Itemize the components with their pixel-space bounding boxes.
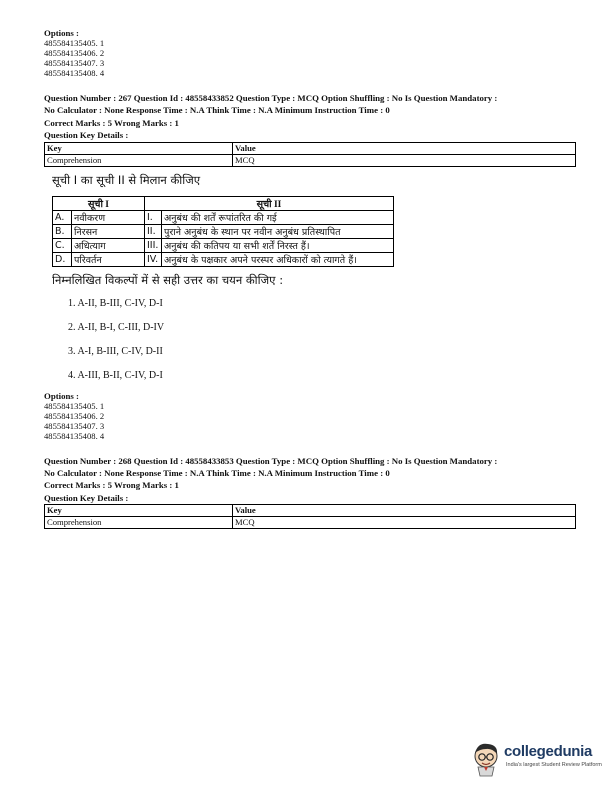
question-header-line2: No Calculator : None Response Time : N.A Think Time : N.A Minimum Instruction Time : 0 bbox=[44, 105, 390, 116]
question-268 bbox=[44, 455, 579, 530]
choose-instruction: निम्नलिखित विकल्पों में से सही उत्तर का चयन कीजिए : bbox=[52, 272, 284, 287]
list2-item: अनुबंध की शर्तें रूपांतरित की गई bbox=[162, 210, 394, 224]
option-line: 485584135408. 4 bbox=[44, 430, 105, 441]
key-header: Key bbox=[45, 142, 233, 154]
option-line: 485584135405. 1 bbox=[44, 38, 105, 48]
answer-choice: 4. A-III, B-II, C-IV, D-I bbox=[68, 369, 163, 381]
student-mascot-icon bbox=[470, 740, 504, 780]
list2-item: पुराने अनुबंध के स्थान पर नवीन अनुबंध प्रतिस्थापित bbox=[162, 224, 394, 238]
value-header: Value bbox=[233, 142, 576, 154]
key-value-table bbox=[44, 142, 576, 167]
list2-tag: III. bbox=[145, 238, 162, 252]
list2-header: सूची II bbox=[145, 196, 394, 210]
options-block-previous bbox=[44, 28, 579, 78]
list1-tag: C. bbox=[53, 238, 72, 252]
match-row bbox=[53, 238, 394, 252]
list2-tag: II. bbox=[145, 224, 162, 238]
list2-item: अनुबंध की कतिपय या सभी शर्तें निरस्त हैं। bbox=[162, 238, 394, 252]
match-row bbox=[53, 224, 394, 238]
list2-tag: IV. bbox=[145, 252, 162, 266]
answer-choice: 3. A-I, B-III, C-IV, D-II bbox=[68, 345, 163, 357]
question-instruction: सूची I का सूची II से मिलान कीजिए bbox=[52, 172, 201, 187]
marks-line: Correct Marks : 5 Wrong Marks : 1 bbox=[44, 480, 179, 491]
value-header: Value bbox=[233, 505, 576, 517]
key-details-label: Question Key Details : bbox=[44, 130, 129, 141]
key-details-label: Question Key Details : bbox=[44, 492, 129, 503]
key-cell: Comprehension bbox=[45, 517, 233, 529]
list1-item: नवीकरण bbox=[72, 210, 145, 224]
logo-tagline: India's largest Student Review Platform bbox=[506, 762, 602, 768]
key-cell: Comprehension bbox=[45, 154, 233, 166]
list2-item: अनुबंध के पक्षकार अपने परस्पर अधिकारों को त्यागते हैं। bbox=[162, 252, 394, 266]
value-cell: MCQ bbox=[233, 154, 576, 166]
option-line: 485584135408. 4 bbox=[44, 68, 105, 78]
match-table bbox=[52, 196, 394, 267]
question-header-line1: Question Number : 267 Question Id : 48558433852 Question Type : MCQ Option Shuffling : No Is Question Mandatory : bbox=[44, 93, 498, 103]
match-row bbox=[53, 210, 394, 224]
list2-tag: I. bbox=[145, 210, 162, 224]
list1-header: सूची I bbox=[53, 196, 145, 210]
match-row bbox=[53, 252, 394, 266]
question-header-line2: No Calculator : None Response Time : N.A Think Time : N.A Minimum Instruction Time : 0 bbox=[44, 468, 390, 479]
option-line: 485584135407. 3 bbox=[44, 58, 105, 68]
options-block bbox=[44, 391, 579, 441]
list1-tag: A. bbox=[53, 210, 72, 224]
key-header: Key bbox=[45, 505, 233, 517]
options-label: Options : bbox=[44, 390, 79, 401]
list1-tag: D. bbox=[53, 252, 72, 266]
list1-item: निरसन bbox=[72, 224, 145, 238]
answer-choice: 2. A-II, B-I, C-III, D-IV bbox=[68, 321, 165, 333]
list1-item: परिवर्तन bbox=[72, 252, 145, 266]
option-line: 485584135406. 2 bbox=[44, 410, 105, 421]
option-line: 485584135407. 3 bbox=[44, 420, 105, 431]
question-header-line1: Question Number : 268 Question Id : 48558433853 Question Type : MCQ Option Shuffling : No Is Question Mandatory : bbox=[44, 455, 498, 466]
value-cell: MCQ bbox=[233, 517, 576, 529]
collegedunia-logo[interactable] bbox=[470, 740, 605, 780]
list1-item: अधित्याग bbox=[72, 238, 145, 252]
options-label: Options : bbox=[44, 28, 79, 38]
option-line: 485584135406. 2 bbox=[44, 48, 105, 58]
key-value-table bbox=[44, 504, 576, 529]
answer-choice: 1. A-II, B-III, C-IV, D-I bbox=[68, 297, 163, 309]
logo-name: collegedunia bbox=[504, 743, 593, 760]
marks-line: Correct Marks : 5 Wrong Marks : 1 bbox=[44, 117, 179, 128]
question-267 bbox=[44, 92, 579, 441]
list1-tag: B. bbox=[53, 224, 72, 238]
document-page bbox=[44, 28, 579, 529]
option-line: 485584135405. 1 bbox=[44, 400, 105, 411]
